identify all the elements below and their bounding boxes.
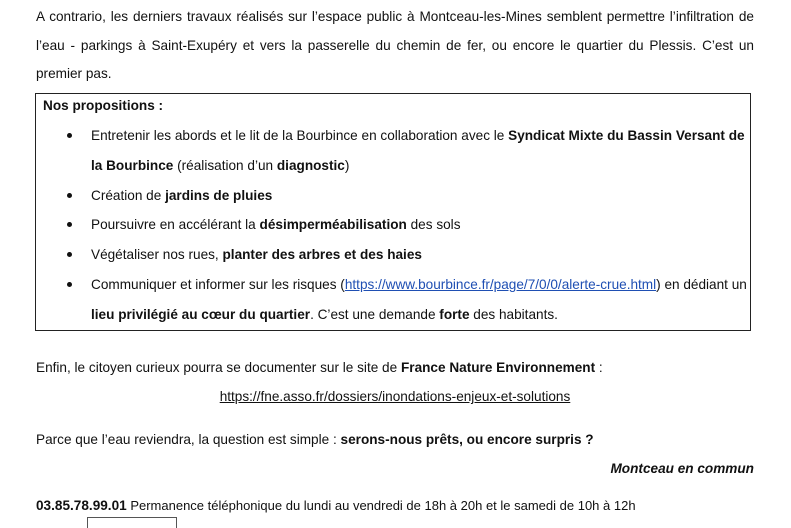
item-text: (réalisation d’un <box>173 157 277 173</box>
item-bold: diagnostic <box>276 157 345 173</box>
item-bold: désimperméabilisation <box>259 217 407 233</box>
bullet-icon <box>67 133 72 138</box>
list-item <box>36 270 752 330</box>
bullet-icon <box>67 193 72 198</box>
paragraph-bold: France Nature Environnement <box>400 360 596 375</box>
bourbince-alert-link[interactable]: https://www.bourbince.fr/page/7/0/0/alerte-crue.html <box>344 276 657 292</box>
bullet-icon <box>67 252 72 257</box>
item-text: . C’est une demande <box>310 306 440 322</box>
fne-paragraph <box>36 357 754 379</box>
item-text: Création de <box>91 187 166 203</box>
item-text: des habitants. <box>469 306 558 322</box>
item-text: Poursuivre en accélérant la <box>91 217 260 233</box>
bullet-icon <box>67 222 72 227</box>
phone-number: 03.85.78.99.01 <box>36 498 127 513</box>
item-text: ) <box>344 157 350 173</box>
list-item <box>36 240 752 270</box>
intro-paragraph: A contrario, les derniers travaux réalisés sur l’espace public à Montceau-les-Mines semblent permettre l’infiltration de l’eau - parkings à Saint-Exupéry et vers la passerelle du chemin de fer, ou encore le quartier du Plessis. C’est un premier pas. <box>36 9 754 81</box>
item-bold: jardins de pluies <box>165 187 273 203</box>
fne-url-line <box>36 386 754 408</box>
item-bold: planter des arbres et des haies <box>222 247 422 263</box>
item-text: ) en dédiant un <box>656 276 747 292</box>
propositions-box <box>35 93 751 331</box>
paragraph-text: : <box>595 360 603 375</box>
item-text: des sols <box>406 217 461 233</box>
list-item <box>36 121 752 181</box>
item-text: Communiquer et informer sur les risques ( <box>91 276 345 292</box>
propositions-list <box>36 121 752 330</box>
propositions-title: Nos propositions : <box>43 98 164 113</box>
contact-line <box>36 495 754 517</box>
item-bold: lieu privilégié au cœur du quartier <box>91 306 311 322</box>
question-paragraph <box>36 429 754 451</box>
paragraph-text: Enfin, le citoyen curieux pourra se documenter sur le site de <box>36 360 401 375</box>
paragraph-bold: serons-nous prêts, ou encore surpris ? <box>340 432 594 447</box>
list-item <box>36 181 752 211</box>
item-text: Entretenir les abords et le lit de la Bourbince en collaboration avec le <box>91 128 509 143</box>
signature: Montceau en commun <box>610 461 754 476</box>
paragraph-text: Parce que l’eau reviendra, la question est simple : <box>36 432 341 447</box>
cropped-box-outline <box>87 517 177 528</box>
bullet-icon <box>67 282 72 287</box>
permanence-text: Permanence téléphonique du lundi au vendredi de 18h à 20h et le samedi de 10h à 12h <box>126 498 636 513</box>
item-bold: forte <box>439 306 470 322</box>
item-bold: Syndicat Mixte du Bassin Versant de la Bourbince <box>91 128 745 173</box>
fne-url-link[interactable]: https://fne.asso.fr/dossiers/inondations-enjeux-et-solutions <box>219 389 571 404</box>
item-text: Végétaliser nos rues, <box>91 247 223 263</box>
list-item <box>36 210 752 240</box>
